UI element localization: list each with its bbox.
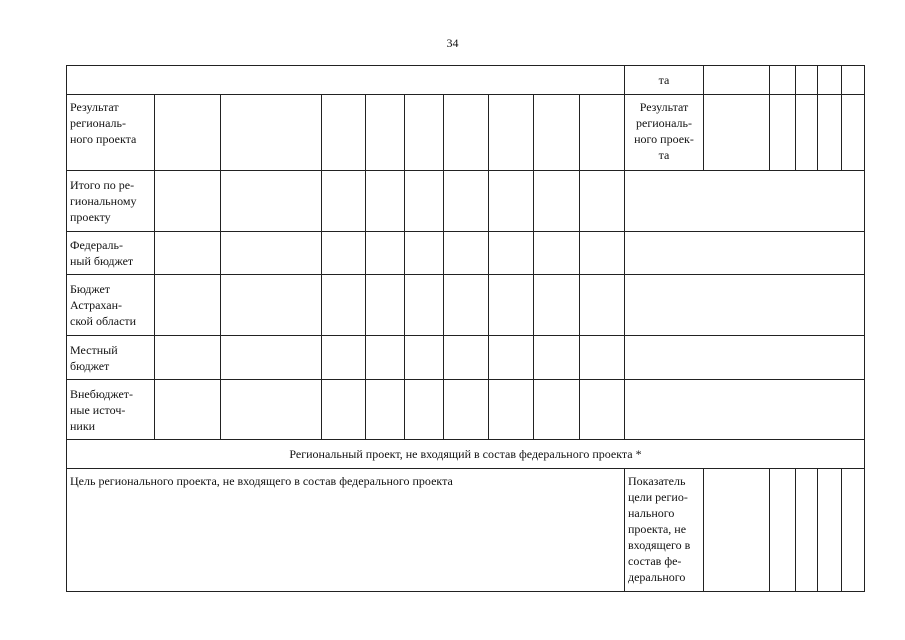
goal-text: Цель регионального проекта, не входящего в состав федерального проекта [70, 474, 453, 488]
budget-table [66, 65, 865, 592]
right-label-regional-result: Результат региональ- ного проек- та [634, 100, 694, 162]
row-label-local-budget: Местный бюджет [70, 343, 118, 373]
indicator-label: Показатель цели регио- нального проекта, не входящего в состав фе- дерального [628, 474, 691, 584]
top-row-right-cell: та [658, 73, 670, 87]
section-title: Региональный проект, не входящий в состав федерального проекта * [289, 447, 642, 461]
row-label-federal-budget: Федераль- ный бюджет [70, 238, 134, 268]
row-label-astrakhan-budget: Бюджет Астрахан- ской области [70, 282, 137, 328]
row-label-regional-result: Результат региональ- ного проекта [70, 100, 137, 146]
table-grid [66, 65, 865, 592]
row-label-total: Итого по ре- гиональному проекту [70, 178, 137, 224]
page-number: 34 [446, 36, 459, 50]
row-label-extrabudgetary: Внебюджет- ные источ- ники [70, 387, 134, 433]
